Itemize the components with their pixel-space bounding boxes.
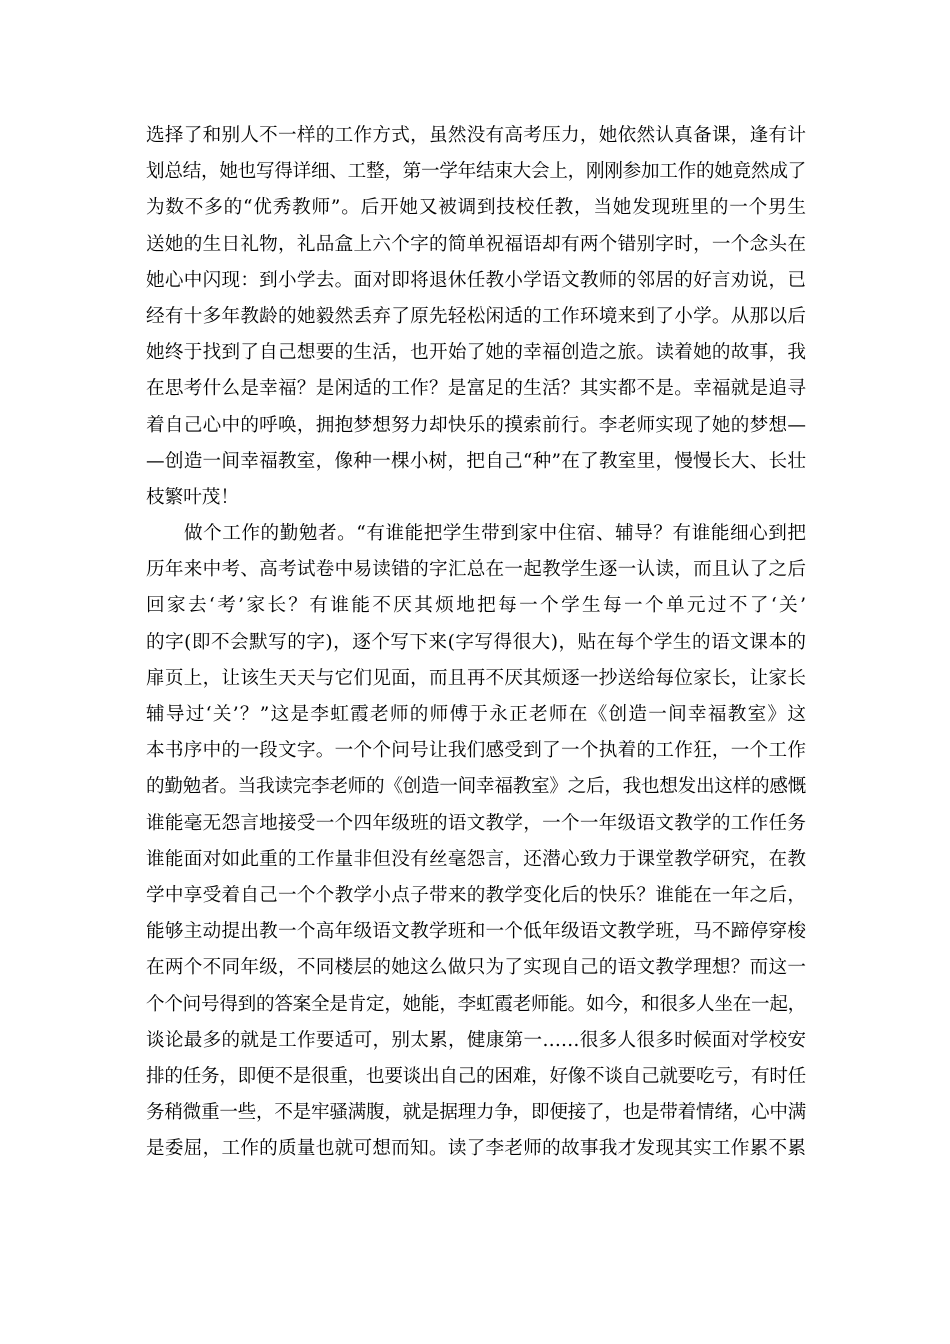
text-line: 谈论最多的就是工作要适可，别太累，健康第一……很多人很多时候面对学校安 xyxy=(146,1029,806,1051)
paragraph xyxy=(146,118,806,516)
text-line: 排的任务，即便不是很重，也要谈出自己的困难，好像不谈自己就要吃亏，有时任 xyxy=(146,1065,806,1087)
text-line: 是委屈，工作的质量也就可想而知。读了李老师的故事我才发现其实工作累不累 xyxy=(146,1138,806,1160)
text-line: 她终于找到了自己想要的生活，也开始了她的幸福创造之旅。读着她的故事，我 xyxy=(146,342,806,364)
text-line: 在两个不同年级，不同楼层的她这么做只为了实现自己的语文教学理想？而这一 xyxy=(146,957,806,979)
text-line: 划总结，她也写得详细、工整，第一学年结束大会上，刚刚参加工作的她竟然成了 xyxy=(146,161,806,183)
text-line: 着自己心中的呼唤，拥抱梦想努力却快乐的摸索前行。李老师实现了她的梦想— xyxy=(146,414,806,436)
text-line: 谁能面对如此重的工作量非但没有丝毫怨言，还潜心致力于课堂教学研究，在教 xyxy=(146,848,806,870)
text-line: 谁能毫无怨言地接受一个四年级班的语文教学，一个一年级语文教学的工作任务 xyxy=(146,812,806,834)
text-line: 在思考什么是幸福？是闲适的工作？是富足的生活？其实都不是。幸福就是追寻 xyxy=(146,378,806,400)
text-line: 选择了和别人不一样的工作方式，虽然没有高考压力，她依然认真备课，逢有计 xyxy=(146,125,806,146)
text-line: —创造一间幸福教室，像种一棵小树，把自己“种”在了教室里，慢慢长大、长壮 xyxy=(146,450,806,472)
text-line: 为数不多的“优秀教师”。后开她又被调到技校任教，当她发现班里的一个男生 xyxy=(146,197,806,219)
paragraph xyxy=(146,516,806,1167)
text-line: 个个问号得到的答案全是肯定，她能，李虹霞老师能。如今，和很多人坐在一起， xyxy=(146,993,806,1015)
text-line: 送她的生日礼物，礼品盒上六个字的简单祝福语却有两个错别字时，一个念头在 xyxy=(146,233,806,255)
text-line: 本书序中的一段文字。一个个问号让我们感受到了一个执着的工作狂，一个工作 xyxy=(146,740,806,762)
text-line: 经有十多年教龄的她毅然丢弃了原先轻松闲适的工作环境来到了小学。从那以后 xyxy=(146,305,806,327)
text-line: 枝繁叶茂！ xyxy=(146,486,239,508)
text-line: 能够主动提出教一个高年级语文教学班和一个低年级语文教学班，马不蹄停穿梭 xyxy=(146,921,806,943)
text-line: 她心中闪现：到小学去。面对即将退休任教小学语文教师的邻居的好言劝说，已 xyxy=(146,269,806,291)
text-line: 历年来中考、高考试卷中易读错的字汇总在一起教学生逐一认读，而且认了之后 xyxy=(146,559,806,581)
text-line: 学中享受着自己一个个教学小点子带来的教学变化后的快乐？谁能在一年之后， xyxy=(146,884,806,906)
text-line: 做个工作的勤勉者。“有谁能把学生带到家中住宿、辅导？有谁能细心到把 xyxy=(184,523,806,545)
body-text xyxy=(146,118,806,1167)
text-line: 回家去‘考’家长？有谁能不厌其烦地把每一个学生每一个单元过不了‘关’ xyxy=(146,595,806,617)
text-line: 扉页上，让该生天天与它们见面，而且再不厌其烦逐一抄送给每位家长，让家长 xyxy=(146,667,806,689)
text-line: 的勤勉者。当我读完李老师的《创造一间幸福教室》之后，我也想发出这样的感慨 xyxy=(146,776,806,798)
text-line: 务稍微重一些，不是牢骚满腹，就是据理力争，即便接了，也是带着情绪，心中满 xyxy=(146,1102,806,1124)
text-line: 辅导过‘关’？”这是李虹霞老师的师傅于永正老师在《创造一间幸福教室》这 xyxy=(146,704,806,725)
text-line: 的字(即不会默写的字)，逐个写下来(字写得很大)，贴在每个学生的语文课本的 xyxy=(146,631,806,653)
